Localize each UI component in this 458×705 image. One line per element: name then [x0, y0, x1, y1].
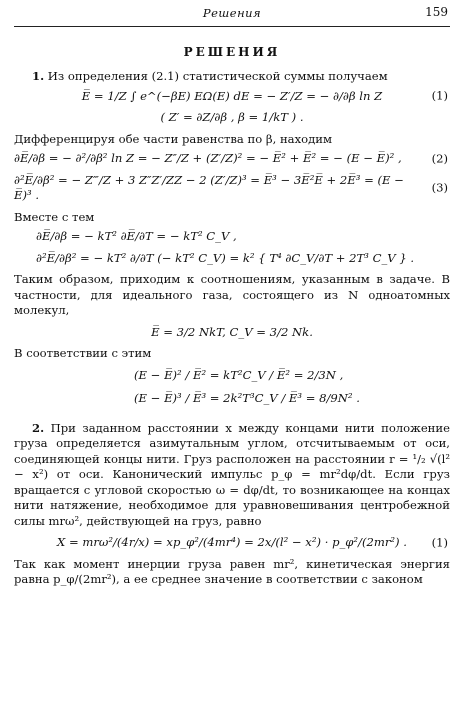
- equation-6: [14, 325, 450, 341]
- equation-5-body: ∂²E̅/∂β² = − kT² ∂/∂T (− kT² C_V) = k² { T⁴ ∂C_V/∂T + 2T³ C_V } .: [36, 250, 415, 265]
- equation-4-body: ∂E̅/∂β = − kT² ∂E̅/∂T = − kT² C_V ,: [36, 229, 237, 243]
- problem-1-intro: [14, 69, 450, 85]
- problem-1-number: 1.: [32, 69, 45, 83]
- equation-1b: [14, 110, 450, 126]
- problem-2-tail: Так как момент инерции груза равен mr², кинетическая энергия равна p_φ/(2mr²), а ее среднее значение в соответствии с законом: [14, 556, 450, 586]
- equation-7-body: (E − E̅)² / E̅² = kT²C_V / E̅² = 2/3N ,: [134, 367, 344, 382]
- differentiation-text: Дифференцируя обе части равенства по β, находим: [14, 131, 332, 146]
- equation-2-1-body: X = mrω²/(4r/x) = xp_φ²/(4mr⁴) = 2x/(l² − x²) · p_φ²/(2mr²) .: [57, 535, 407, 549]
- running-title: Решения: [202, 6, 262, 20]
- equation-7: [14, 368, 450, 384]
- problem-1-intro-text: Из определения (2.1) статистической суммы получаем: [47, 69, 388, 83]
- page-number: 159: [425, 5, 448, 19]
- equation-5: [14, 251, 450, 267]
- equation-3: [14, 173, 450, 204]
- equation-1: [14, 89, 450, 105]
- problem-2-text: [14, 421, 450, 530]
- equation-8-body: (E − E̅)³ / E̅³ = 2k²T³C_V / E̅³ = 8/9N² .: [134, 391, 360, 405]
- equation-2-tag: (2): [431, 151, 448, 165]
- equation-6-body: E̅ = 3/2 NkT, C_V = 3/2 Nk.: [151, 324, 313, 339]
- accordance-text: В соответствии с этим: [14, 346, 152, 360]
- problem-2-number: 2.: [32, 420, 45, 435]
- equation-1-tag: (1): [431, 88, 448, 103]
- section-title: РЕШЕНИЯ: [183, 45, 281, 59]
- equation-8: [14, 391, 450, 407]
- equation-4: [14, 229, 450, 245]
- equation-2-body: ∂E̅/∂β = − ∂²/∂β² ln Z = − Z″/Z + (Z′/Z)² = − E̅² + E̅² = − (E − E̅)² ,: [14, 151, 402, 165]
- together-text: Вместе с тем: [14, 209, 95, 224]
- running-head: [14, 0, 450, 27]
- equation-1-body: E̅ = 1/Z ∫ e^(−βE) EΩ(E) dE = − Z′/Z = − ∂/∂β ln Z: [81, 88, 383, 103]
- equation-3-tag: (3): [431, 180, 448, 195]
- problem-2-body: При заданном расстоянии x между концами нити положение груза определяется азимутальным углом, отсчитываемым от оси, соединяющей концы нити. Груз расположен на расстоянии r = ¹/₂ √(l² − x²) от оси. Канонический импульс p_φ = mr²dφ/dt. Если груз вращается с угловой скоростью ω = dφ/dt, то возникающее на концах нити натяжение, необходимое для уравновешивания центробежной силы mrω², действующей на груз, равно: [14, 420, 450, 528]
- equation-1b-body: ( Z′ = ∂Z/∂β , β = 1/kT ) .: [160, 110, 304, 124]
- equation-2: [14, 151, 450, 167]
- equation-2-1: [14, 535, 450, 551]
- conclusion-text: Таким образом, приходим к соотношениям, указанным в задаче. В частности, для идеального газа, состоящего из N одноатомных молекул,: [14, 272, 450, 317]
- equation-2-1-tag: (1): [431, 535, 448, 549]
- equation-3-body: ∂²E̅/∂β² = − Z‴/Z + 3 Z″Z′/ZZ − 2 (Z′/Z)³ = E̅³ − 3E̅²E̅ + 2E̅³ = (E − E̅)³ .: [14, 172, 404, 202]
